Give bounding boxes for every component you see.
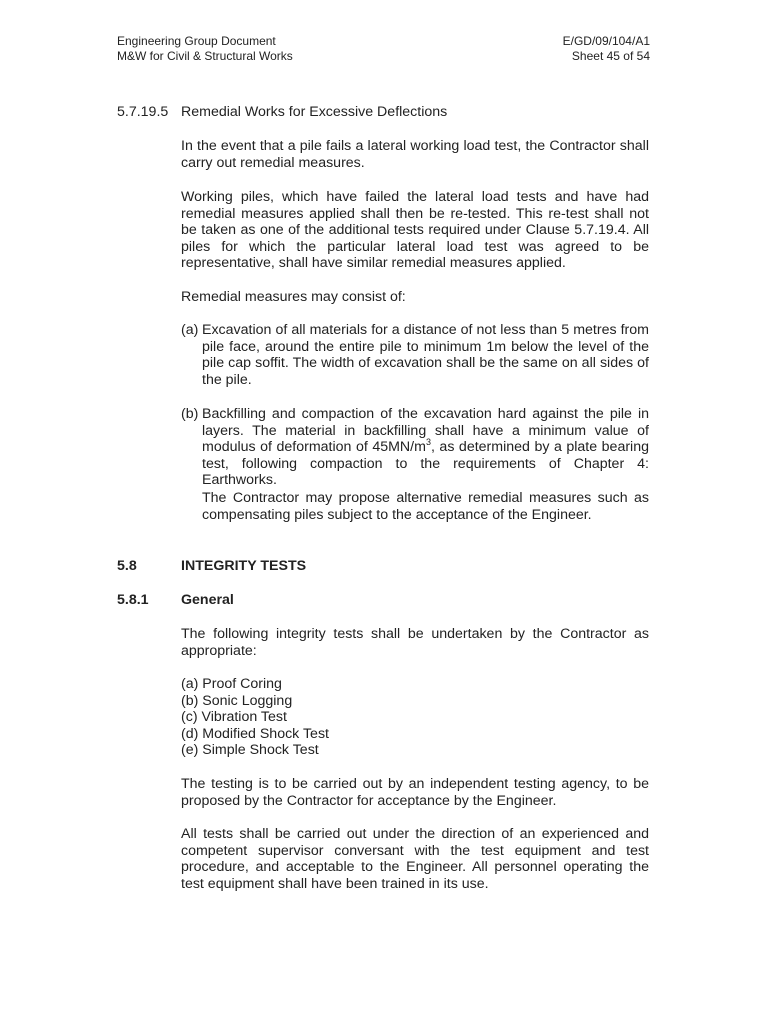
paragraph: Working piles, which have failed the lateral load tests and have had remedial measures applied shall then be re-tested. This re-test shall not be taken as one of the additional tests required under Clause 5.7.19.4. All piles for which the particular lateral load test was agreed to be representative, shall have similar remedial measures applied. bbox=[181, 189, 649, 271]
list-item: (a) Proof Coring bbox=[181, 676, 282, 692]
paragraph: In the event that a pile fails a lateral working load test, the Contractor shall carry out remedial measures. bbox=[181, 138, 649, 171]
superscript: 3 bbox=[425, 437, 431, 447]
list-item: (d) Modified Shock Test bbox=[181, 725, 329, 742]
paragraph: The following integrity tests shall be undertaken by the Contractor as appropriate: bbox=[181, 626, 649, 659]
header-sheet-number: Sheet 45 of 54 bbox=[571, 49, 650, 63]
clause-number: 5.7.19.5 bbox=[117, 104, 169, 120]
clause-number: 5.8.1 bbox=[117, 592, 149, 608]
list-item-text: Excavation of all materials for a distance of not less than 5 metres from pile face, around the entire pile to minimum 1m below the level of the pile cap soffit. The width of excavation shall be the same on all sides of the pile. bbox=[202, 322, 649, 388]
paragraph: The testing is to be carried out by an independent testing agency, to be proposed by the Contractor for acceptance by the Engineer. bbox=[181, 776, 649, 809]
section-title: INTEGRITY TESTS bbox=[181, 558, 307, 574]
list-item-label: (a) bbox=[181, 322, 199, 338]
list-item-label: (b) bbox=[181, 406, 199, 422]
paragraph: Remedial measures may consist of: bbox=[181, 289, 406, 305]
list-item: (c) Vibration Test bbox=[181, 709, 287, 725]
header-doc-title: M&W for Civil & Structural Works bbox=[117, 49, 293, 63]
header-doc-type: Engineering Group Document bbox=[117, 34, 276, 48]
list-item-text-part: Backfilling and compaction of the excavation hard against the pile in layers. The material in backfilling shall have a minimum value of modulus of deformation of 45MN/m bbox=[202, 406, 649, 455]
section-number: 5.8 bbox=[117, 558, 137, 574]
list-item-text bbox=[202, 406, 649, 489]
header-doc-ref: E/GD/09/104/A1 bbox=[562, 34, 650, 48]
list-item-b bbox=[181, 406, 649, 489]
header-right bbox=[563, 34, 650, 64]
clause-title: General bbox=[181, 592, 234, 608]
list-item-text-part: , as determined by a plate bearing test, following compaction to the requirements of Chapter 4: Earthworks. bbox=[202, 439, 649, 488]
paragraph: The Contractor may propose alternative remedial measures such as compensating piles subject to the acceptance of the Engineer. bbox=[202, 490, 649, 523]
list-item: (b) Sonic Logging bbox=[181, 692, 293, 709]
clause-title: Remedial Works for Excessive Deflections bbox=[181, 104, 448, 120]
integrity-test-list bbox=[181, 676, 329, 759]
list-item-a bbox=[181, 322, 649, 388]
list-item: (e) Simple Shock Test bbox=[181, 742, 319, 758]
paragraph: All tests shall be carried out under the direction of an experienced and competent supervisor conversant with the test equipment and test procedure, and acceptable to the Engineer. All personnel operating the test equipment shall have been trained in its use. bbox=[181, 826, 649, 892]
header-left bbox=[117, 34, 293, 64]
